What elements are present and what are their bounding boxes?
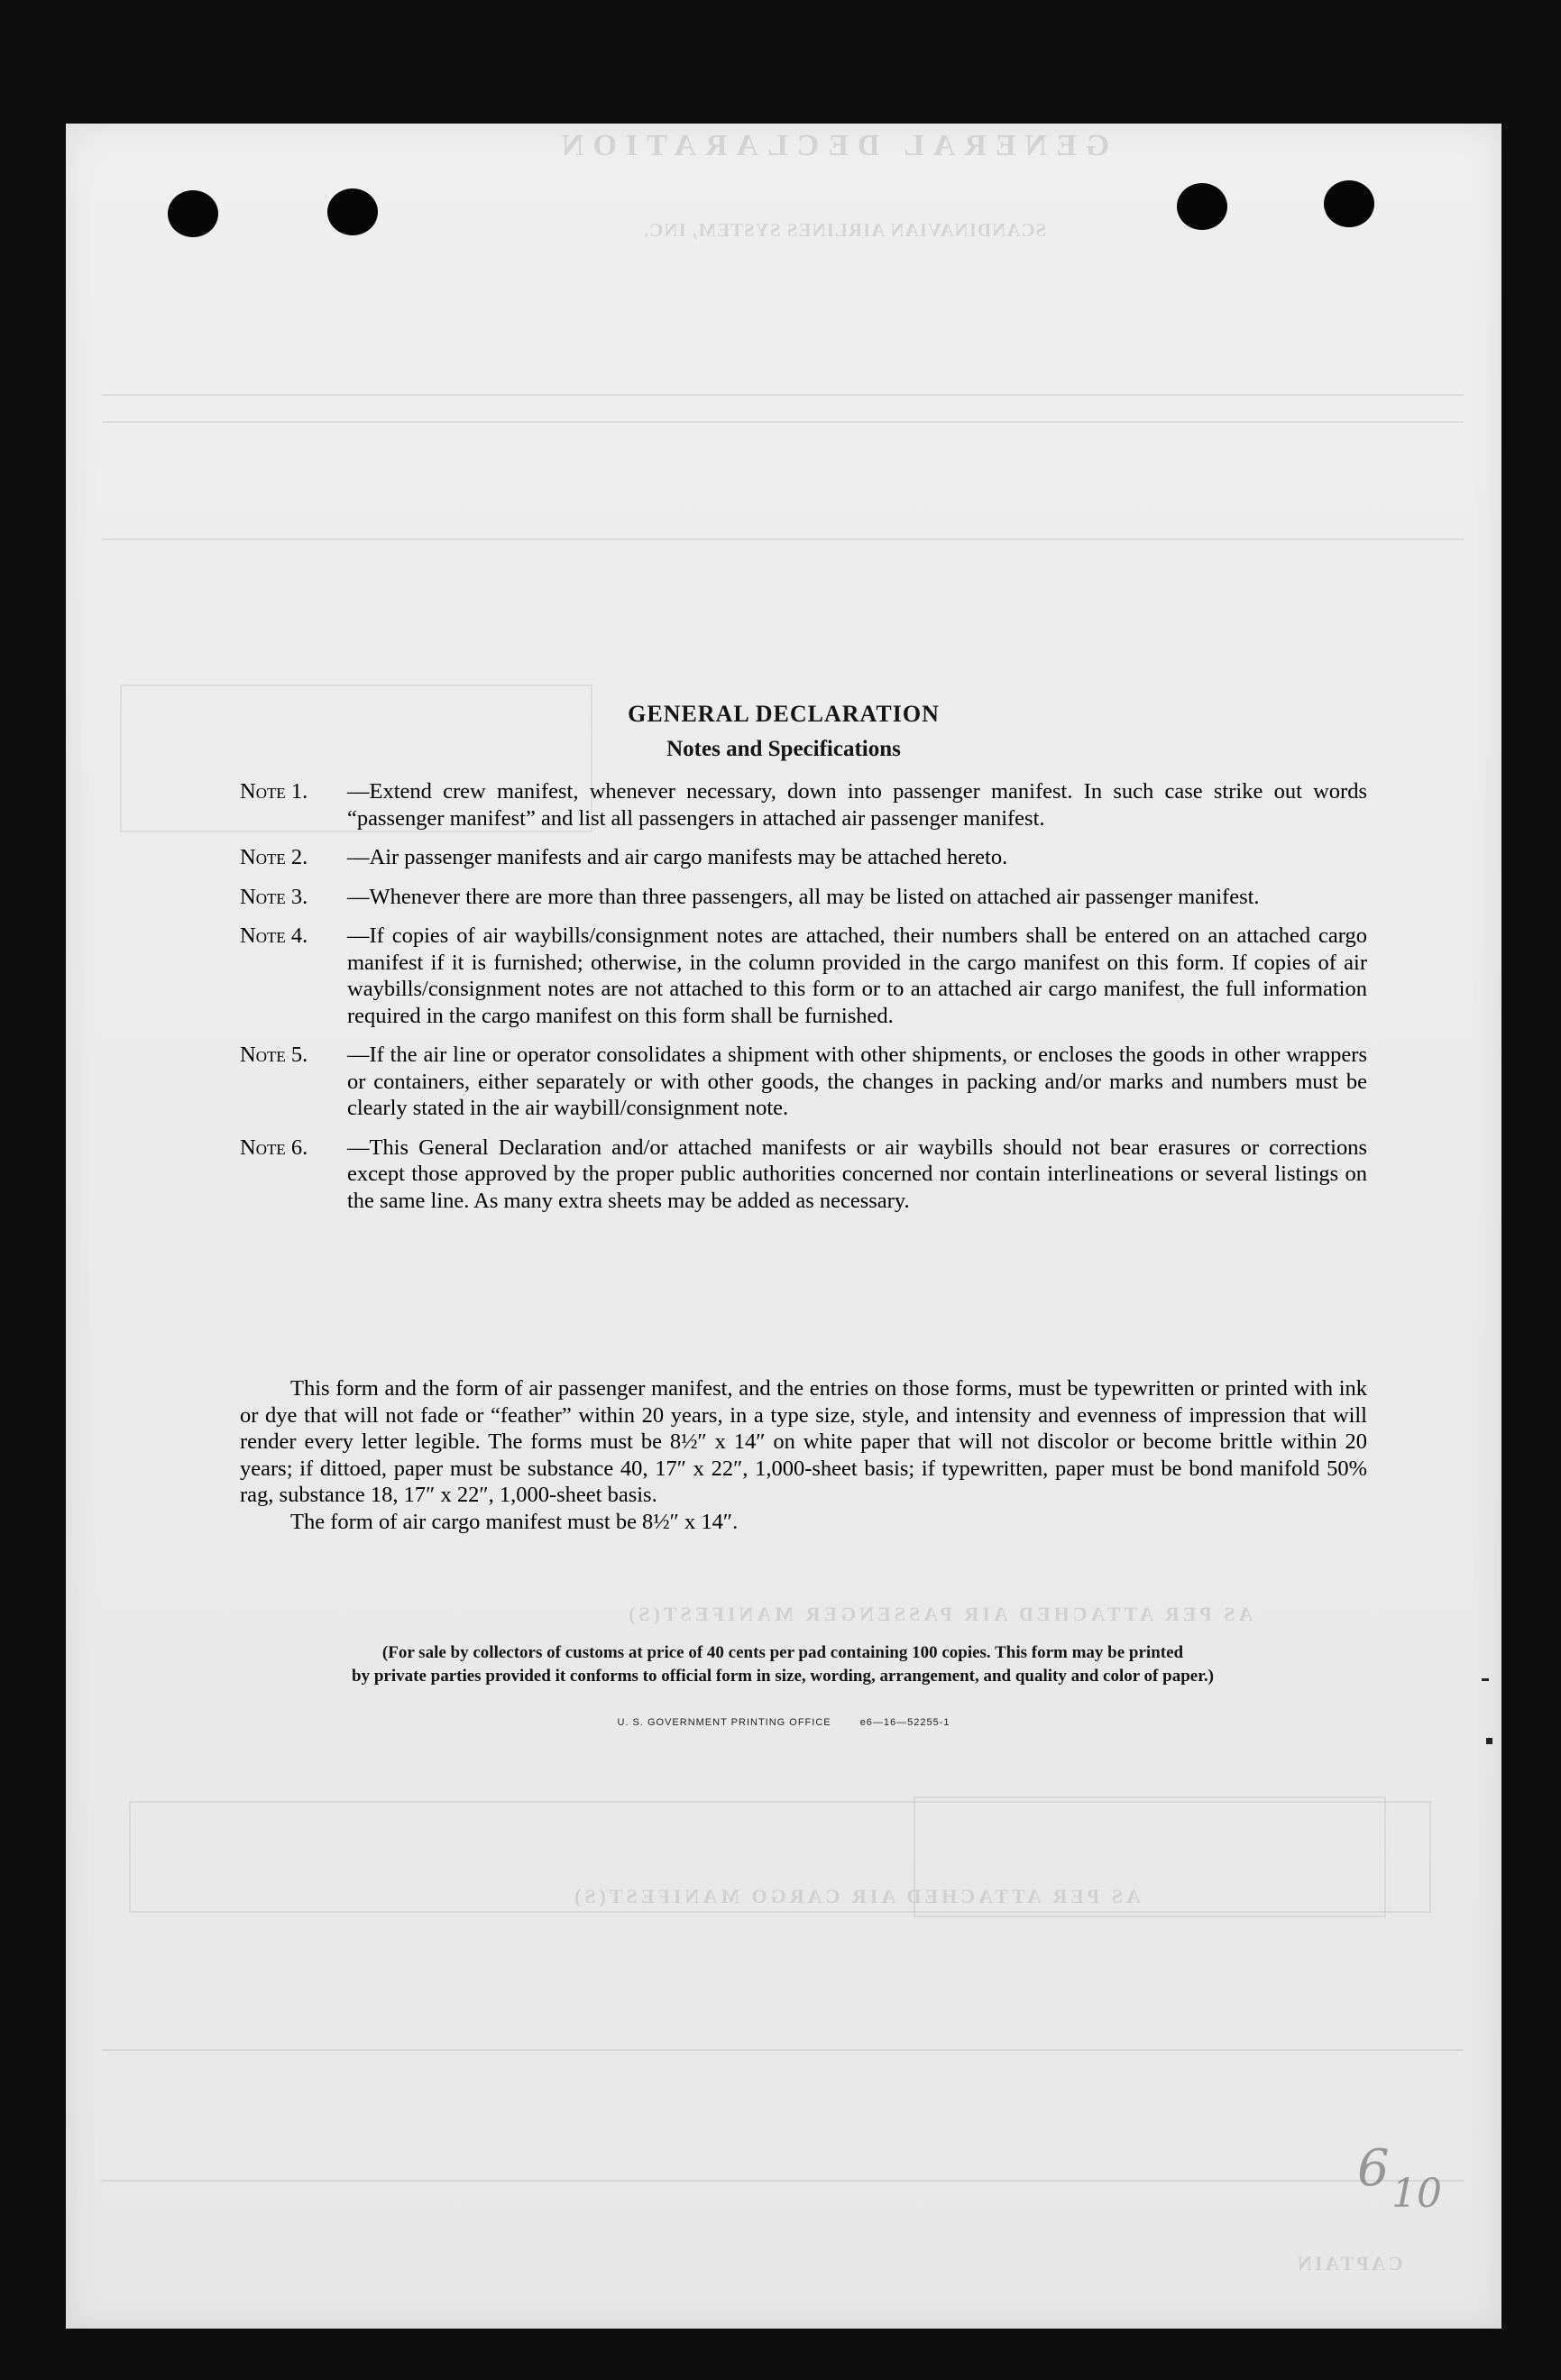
sale-notice bbox=[192, 1641, 1373, 1688]
note-text: —If the air line or operator consolidates a shipment with other shipments, or encloses the goods in other wrappers or containers, either separately or with other goods, the changes in packing and/or marks and numbers must be clearly stated in the air waybill/consignment note. bbox=[347, 1043, 1367, 1120]
punch-hole-3 bbox=[1177, 183, 1227, 230]
bleed-through-rule bbox=[102, 421, 1464, 423]
bleed-through-rule bbox=[102, 2180, 1464, 2182]
sale-notice-line-1: (For sale by collectors of customs at price of 40 cents per pad containing 100 copies. This form may be printed bbox=[381, 1643, 1184, 1662]
bleed-through-rule bbox=[102, 394, 1464, 396]
note-label-prefix: Note bbox=[240, 845, 286, 869]
sale-notice-line-2: by private parties provided it conforms to official form in size, wording, arrangement, and quality and color of paper.) bbox=[352, 1667, 1214, 1686]
note-label-number: 6. bbox=[285, 1135, 308, 1160]
note-text: —Extend crew manifest, whenever necessary, down into passenger manifest. In such case strike out words “passenger manifest” and list all passengers in attached air passenger manifest. bbox=[347, 779, 1367, 831]
note-text: —This General Declaration and/or attached manifests or air waybills should not bear erasures or corrections except those approved by the proper public authorities concerned nor contain interlineations or several listings on the same line. As many extra sheets may be added as necessary. bbox=[347, 1135, 1367, 1213]
bleed-through-operator: SCANDINAVIAN AIRLINES SYSTEM, INC. bbox=[643, 219, 1047, 241]
punch-hole-2 bbox=[327, 188, 378, 235]
paper-sheet bbox=[66, 124, 1501, 2329]
note-item bbox=[240, 1135, 1367, 1215]
edge-mark bbox=[1486, 1738, 1492, 1744]
note-label-number: 1. bbox=[285, 779, 308, 804]
note-label bbox=[240, 884, 347, 911]
note-text: —Whenever there are more than three passengers, all may be listed on attached air passenger manifest. bbox=[347, 884, 1260, 909]
punch-hole-1 bbox=[168, 190, 218, 237]
note-label-number: 5. bbox=[285, 1043, 308, 1067]
document-title: GENERAL DECLARATION bbox=[628, 701, 940, 727]
note-label bbox=[240, 1042, 347, 1122]
printer-office: U. S. GOVERNMENT PRINTING OFFICE bbox=[617, 1717, 831, 1728]
note-text: —Air passenger manifests and air cargo manifests may be attached hereto. bbox=[347, 845, 1008, 869]
note-label bbox=[240, 844, 347, 871]
note-label-prefix: Note bbox=[240, 779, 286, 804]
paragraph-form-requirements: This form and the form of air passenger manifest, and the entries on those forms, must be typewritten or printed with ink or dye that will not fade or “feather” within 20 years, in a type size, style, and intensity and evenness of impression that will render every letter legible. The forms must be 8½″ x 14″ on white paper that will not discolor or become brittle within 20 years; if dittoed, paper must be substance 40, 17″ x 22″, 1,000-sheet basis; if typewritten, paper must be bond manifold 50% rag, substance 18, 17″ x 22″, 1,000-sheet basis. bbox=[240, 1376, 1367, 1507]
bleed-through-rule bbox=[102, 538, 1464, 540]
pencil-mark: 10 bbox=[1391, 2171, 1442, 2217]
punch-hole-4 bbox=[1324, 180, 1374, 227]
bleed-through-passenger-heading: AS PER ATTACHED AIR PASSENGER MANIFEST(S) bbox=[625, 1603, 1253, 1625]
note-label-prefix: Note bbox=[240, 1135, 286, 1160]
note-label-number: 4. bbox=[285, 924, 308, 948]
specifications-paragraph bbox=[240, 1375, 1367, 1535]
note-item bbox=[240, 844, 1367, 871]
note-label-number: 3. bbox=[285, 884, 308, 909]
edge-mark bbox=[1482, 1678, 1489, 1681]
printer-code: e6—16—52255-1 bbox=[859, 1717, 950, 1728]
note-label-prefix: Note bbox=[240, 884, 286, 909]
notes-list bbox=[240, 778, 1367, 1227]
note-label bbox=[240, 1135, 347, 1215]
note-item bbox=[240, 884, 1367, 911]
pencil-mark: 6 bbox=[1357, 2139, 1390, 2198]
bleed-through-heading: GENERAL DECLARATION bbox=[553, 129, 1110, 162]
note-label-number: 2. bbox=[285, 845, 308, 869]
note-item bbox=[240, 778, 1367, 832]
bleed-through-captain: CAPTAIN bbox=[1295, 2252, 1403, 2274]
document-subtitle: Notes and Specifications bbox=[666, 737, 901, 761]
note-text: —If copies of air waybills/consignment notes are attached, their numbers shall be entered on an attached cargo manifest if it is furnished; otherwise, in the column provided in the cargo manifest on this form. If copies of air waybills/consignment notes are not attached to this form or to an attached air cargo manifest, the full information required in the cargo manifest on this form shall be furnished. bbox=[347, 924, 1367, 1028]
note-label-prefix: Note bbox=[240, 1043, 286, 1067]
paragraph-cargo-manifest-size: The form of air cargo manifest must be 8½″ x 14″. bbox=[290, 1509, 739, 1534]
note-item bbox=[240, 1042, 1367, 1122]
note-label bbox=[240, 923, 347, 1029]
bleed-through-cargo-heading: AS PER ATTACHED AIR CARGO MANIFEST(S) bbox=[571, 1885, 1141, 1907]
note-label-prefix: Note bbox=[240, 924, 286, 948]
note-label bbox=[240, 778, 347, 832]
note-item bbox=[240, 923, 1367, 1029]
bleed-through-rule bbox=[102, 2049, 1464, 2051]
printer-imprint bbox=[66, 1717, 1501, 1728]
